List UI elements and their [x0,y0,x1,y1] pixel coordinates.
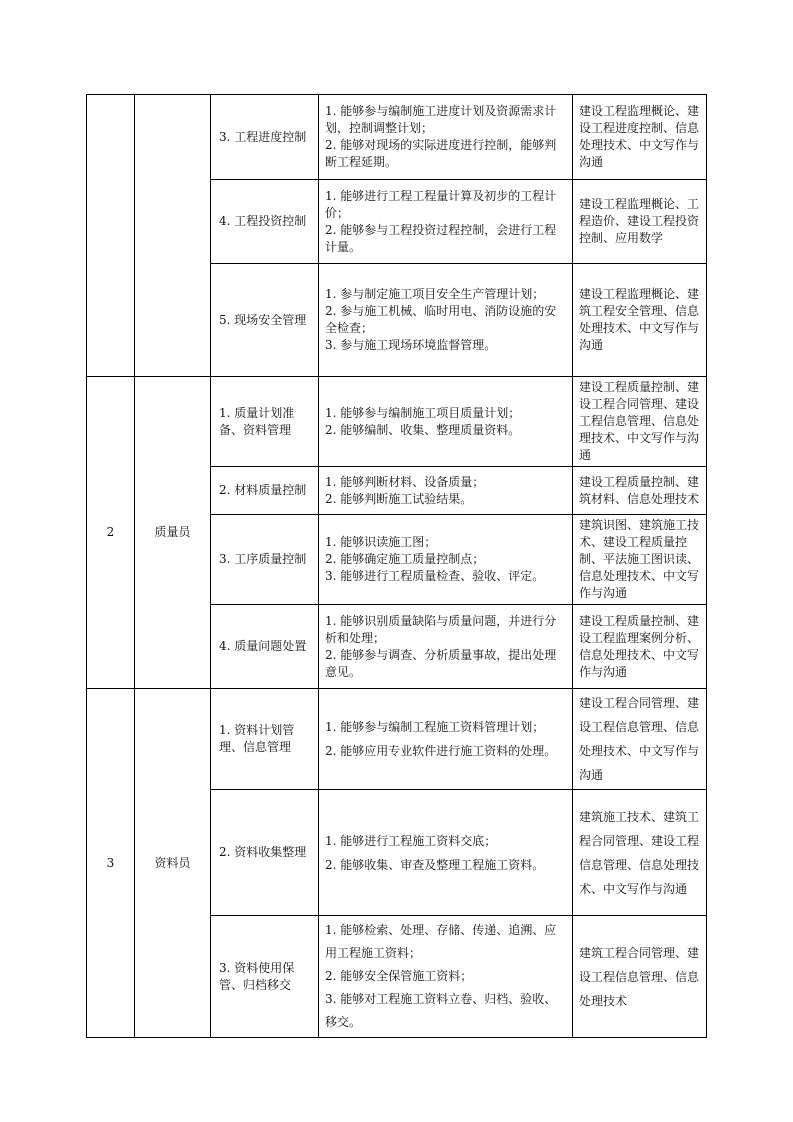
ability-item: 1. 能够判断材料、设备质量； [325,474,485,489]
courses-cell: 建筑识图、建筑施工技术、建设工程质量控制、平法施工图识读、信息处理技术、中文写作与沟通 [573,515,707,605]
ability-item: 1. 能够识读施工图； [325,535,437,549]
ability-item: 1. 能够进行工程工程量计算及初步的工程计价； [325,188,557,220]
ability-item: 2. 能够参与调查、分析质量事故，提出处理意见。 [325,647,557,679]
ability-item: 1. 能够参与编制施工项目质量计划； [325,405,521,420]
task-cell: 3. 工序质量控制 [211,515,319,605]
table-row [87,377,707,467]
table-row [87,689,707,790]
abilities-cell [319,605,573,689]
group-number-cell [87,95,135,377]
ability-item: 2. 能够参与工程投资过程控制，会进行工程计量。 [325,222,557,254]
task-cell: 4. 工程投资控制 [211,180,319,264]
ability-item: 3. 能够对工程施工资料立卷、归档、验收、移交。 [325,992,557,1029]
ability-item: 3. 能够进行工程质量检查、验收、评定。 [325,569,545,583]
ability-item: 3. 参与施工现场环境监督管理。 [325,338,497,352]
ability-item: 2. 能够判断施工试验结果。 [325,491,473,506]
courses-cell: 建设工程监理概论、建筑工程安全管理、信息处理技术、中文写作与沟通 [573,264,707,377]
role-cell: 资料员 [135,689,211,1038]
ability-item: 2. 能够收集、审查及整理工程施工资料。 [325,857,545,872]
role-cell: 质量员 [135,377,211,689]
task-cell: 3. 工程进度控制 [211,95,319,180]
courses-cell: 建设工程质量控制、建筑材料、信息处理技术 [573,467,707,515]
abilities-cell [319,916,573,1038]
courses-cell: 建设工程质量控制、建设工程监理案例分析、信息处理技术、中文写作与沟通 [573,605,707,689]
courses-cell: 建设工程监理概论、工程造价、建设工程投资控制、应用数学 [573,180,707,264]
abilities-cell [319,467,573,515]
ability-item: 2. 能够对现场的实际进度进行控制，能够判断工程延期。 [325,138,557,169]
task-cell: 1. 质量计划准备、资料管理 [211,377,319,467]
task-cell: 2. 资料收集整理 [211,790,319,916]
abilities-cell [319,180,573,264]
ability-item: 2. 参与施工机械、临时用电、消防设施的安全检查； [325,304,557,335]
task-cell: 2. 材料质量控制 [211,467,319,515]
abilities-cell [319,264,573,377]
ability-item: 2. 能够确定施工质量控制点； [325,552,485,566]
courses-cell: 建设工程质量控制、建设工程合同管理、建设工程信息管理、信息处理技术、中文写作与沟通 [573,377,707,467]
task-cell: 4. 质量问题处置 [211,605,319,689]
task-cell: 1. 资料计划管理、信息管理 [211,689,319,790]
ability-item: 2. 能够安全保管施工资料； [325,969,473,983]
courses-cell: 建筑施工技术、建筑工程合同管理、建设工程信息管理、信息处理技术、中文写作与沟通 [573,790,707,916]
task-cell: 3. 资料使用保管、归档移交 [211,916,319,1038]
curriculum-table [86,94,707,1038]
ability-item: 1. 能够识别质量缺陷与质量问题，并进行分析和处理； [325,613,557,645]
group-number-cell: 3 [87,689,135,1038]
abilities-cell [319,515,573,605]
table-row [87,95,707,180]
ability-item: 1. 能够进行工程施工资料交底； [325,833,497,848]
abilities-cell [319,689,573,790]
ability-item: 2. 能够应用专业软件进行施工资料的处理。 [325,744,557,758]
role-cell [135,95,211,377]
ability-item: 2. 能够编制、收集、整理质量资料。 [325,422,521,437]
task-cell: 5. 现场安全管理 [211,264,319,377]
group-number-cell: 2 [87,377,135,689]
ability-item: 1. 能够参与编制施工进度计划及资源需求计划，控制调整计划； [325,104,557,135]
ability-item: 1. 参与制定施工项目安全生产管理计划； [325,287,545,301]
ability-item: 1. 能够检索、处理、存储、传递、追溯、应用工程施工资料； [325,923,557,960]
ability-item: 1. 能够参与编制工程施工资料管理计划； [325,720,545,734]
courses-cell: 建设工程合同管理、建设工程信息管理、信息处理技术、中文写作与沟通 [573,689,707,790]
courses-cell: 建设工程监理概论、建设工程进度控制、信息处理技术、中文写作与沟通 [573,95,707,180]
abilities-cell [319,377,573,467]
abilities-cell [319,790,573,916]
courses-cell: 建筑工程合同管理、建设工程信息管理、信息处理技术 [573,916,707,1038]
abilities-cell [319,95,573,180]
